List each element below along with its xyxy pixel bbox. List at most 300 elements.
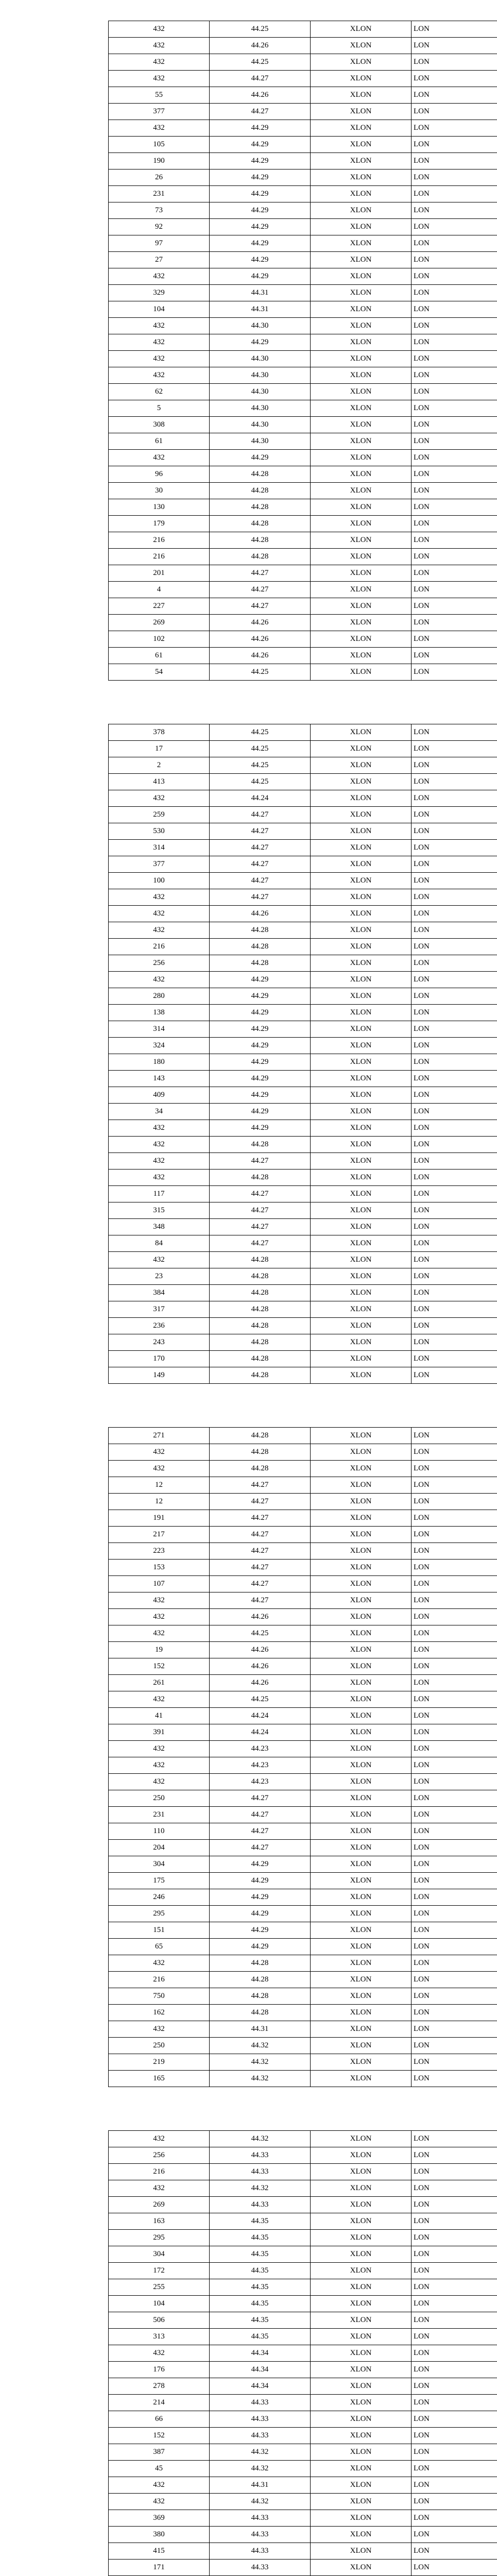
venue-cell: XLON — [311, 1774, 412, 1790]
venue-cell: XLON — [311, 648, 412, 664]
venue-cell: XLON — [311, 1186, 412, 1202]
venue-cell: XLON — [311, 2494, 412, 2510]
table-row — [109, 790, 497, 807]
price-cell: 44.28 — [210, 516, 311, 532]
venue-cell: XLON — [311, 1906, 412, 1922]
price-cell: 44.28 — [210, 955, 311, 972]
trade-table-1 — [108, 21, 497, 681]
currency-cell: LON — [412, 1774, 497, 1790]
price-cell: 44.26 — [210, 1658, 311, 1675]
table-row — [109, 873, 497, 889]
volume-cell: 304 — [109, 1856, 210, 1873]
volume-cell: 84 — [109, 1235, 210, 1252]
volume-cell: 243 — [109, 1334, 210, 1351]
table-row — [109, 2021, 497, 2038]
table-row — [109, 1988, 497, 2005]
venue-cell: XLON — [311, 1334, 412, 1351]
price-cell: 44.26 — [210, 1675, 311, 1691]
venue-cell: XLON — [311, 2263, 412, 2279]
volume-cell: 165 — [109, 2071, 210, 2087]
price-cell: 44.25 — [210, 774, 311, 790]
venue-cell: XLON — [311, 334, 412, 351]
table-row — [109, 2279, 497, 2296]
volume-cell: 227 — [109, 598, 210, 615]
table-row — [109, 170, 497, 186]
currency-cell: LON — [412, 2197, 497, 2213]
table-row — [109, 1560, 497, 1576]
price-cell: 44.32 — [210, 2444, 311, 2461]
table-row — [109, 1543, 497, 1560]
venue-cell: XLON — [311, 433, 412, 450]
venue-cell: XLON — [311, 2071, 412, 2087]
price-cell: 44.32 — [210, 2038, 311, 2054]
table-row — [109, 1658, 497, 1675]
table-row — [109, 433, 497, 450]
price-cell: 44.33 — [210, 2164, 311, 2180]
table-row — [109, 1625, 497, 1642]
price-cell: 44.27 — [210, 71, 311, 87]
price-cell: 44.35 — [210, 2213, 311, 2230]
table-row — [109, 87, 497, 104]
volume-cell: 34 — [109, 1104, 210, 1120]
table-body — [109, 1428, 497, 2087]
table-row — [109, 400, 497, 417]
currency-cell: LON — [412, 285, 497, 301]
table-row — [109, 724, 497, 741]
price-cell: 44.26 — [210, 1642, 311, 1658]
table-row — [109, 1038, 497, 1054]
volume-cell: 432 — [109, 1170, 210, 1186]
price-cell: 44.26 — [210, 38, 311, 54]
currency-cell: LON — [412, 2213, 497, 2230]
price-cell: 44.23 — [210, 1774, 311, 1790]
price-cell: 44.33 — [210, 2411, 311, 2428]
currency-cell: LON — [412, 1807, 497, 1823]
venue-cell: XLON — [311, 170, 412, 186]
price-cell: 44.27 — [210, 823, 311, 840]
venue-cell: XLON — [311, 1318, 412, 1334]
currency-cell: LON — [412, 2038, 497, 2054]
venue-cell: XLON — [311, 1268, 412, 1285]
currency-cell: LON — [412, 301, 497, 318]
price-cell: 44.25 — [210, 757, 311, 774]
currency-cell: LON — [412, 1625, 497, 1642]
table-row — [109, 450, 497, 466]
price-cell: 44.25 — [210, 741, 311, 757]
price-cell: 44.33 — [210, 2510, 311, 2527]
price-cell: 44.23 — [210, 1757, 311, 1774]
volume-cell: 409 — [109, 1087, 210, 1104]
price-cell: 44.29 — [210, 1856, 311, 1873]
price-cell: 44.30 — [210, 318, 311, 334]
venue-cell: XLON — [311, 2164, 412, 2180]
price-cell: 44.31 — [210, 285, 311, 301]
venue-cell: XLON — [311, 318, 412, 334]
volume-cell: 102 — [109, 631, 210, 648]
table-row — [109, 1120, 497, 1137]
currency-cell: LON — [412, 724, 497, 741]
currency-cell: LON — [412, 1005, 497, 1021]
price-cell: 44.28 — [210, 1444, 311, 1461]
currency-cell: LON — [412, 1268, 497, 1285]
table-row — [109, 1054, 497, 1071]
volume-cell: 45 — [109, 2461, 210, 2477]
volume-cell: 315 — [109, 1202, 210, 1219]
volume-cell: 348 — [109, 1219, 210, 1235]
table-row — [109, 1137, 497, 1153]
venue-cell: XLON — [311, 2312, 412, 2329]
currency-cell: LON — [412, 2246, 497, 2263]
table-row — [109, 1922, 497, 1939]
currency-cell: LON — [412, 972, 497, 988]
table-row — [109, 2296, 497, 2312]
currency-cell: LON — [412, 2345, 497, 2362]
currency-cell: LON — [412, 1708, 497, 1724]
currency-cell: LON — [412, 1560, 497, 1576]
venue-cell: XLON — [311, 2213, 412, 2230]
venue-cell: XLON — [311, 367, 412, 384]
table-row — [109, 1005, 497, 1021]
venue-cell: XLON — [311, 2230, 412, 2246]
venue-cell: XLON — [311, 807, 412, 823]
venue-cell: XLON — [311, 1543, 412, 1560]
currency-cell: LON — [412, 1642, 497, 1658]
currency-cell: LON — [412, 450, 497, 466]
volume-cell: 100 — [109, 873, 210, 889]
currency-cell: LON — [412, 367, 497, 384]
price-cell: 44.28 — [210, 1334, 311, 1351]
volume-cell: 432 — [109, 1625, 210, 1642]
table-row — [109, 2246, 497, 2263]
volume-cell: 432 — [109, 906, 210, 922]
volume-cell: 432 — [109, 1252, 210, 1268]
price-cell: 44.30 — [210, 400, 311, 417]
venue-cell: XLON — [311, 285, 412, 301]
currency-cell: LON — [412, 2428, 497, 2444]
price-cell: 44.29 — [210, 1873, 311, 1889]
currency-cell: LON — [412, 2378, 497, 2395]
currency-cell: LON — [412, 137, 497, 153]
currency-cell: LON — [412, 1972, 497, 1988]
price-cell: 44.27 — [210, 582, 311, 598]
price-cell: 44.33 — [210, 2527, 311, 2543]
price-cell: 44.33 — [210, 2197, 311, 2213]
currency-cell: LON — [412, 54, 497, 71]
currency-cell: LON — [412, 532, 497, 549]
venue-cell: XLON — [311, 2510, 412, 2527]
price-cell: 44.28 — [210, 2005, 311, 2021]
table-row — [109, 1494, 497, 1510]
table-row — [109, 2329, 497, 2345]
price-cell: 44.28 — [210, 466, 311, 483]
table-row — [109, 1087, 497, 1104]
venue-cell: XLON — [311, 1510, 412, 1527]
price-cell: 44.29 — [210, 170, 311, 186]
venue-cell: XLON — [311, 2246, 412, 2263]
volume-cell: 415 — [109, 2543, 210, 2560]
currency-cell: LON — [412, 741, 497, 757]
price-cell: 44.28 — [210, 1428, 311, 1444]
volume-cell: 231 — [109, 186, 210, 202]
currency-cell: LON — [412, 774, 497, 790]
currency-cell: LON — [412, 1741, 497, 1757]
volume-cell: 432 — [109, 120, 210, 137]
venue-cell: XLON — [311, 856, 412, 873]
volume-cell: 750 — [109, 1988, 210, 2005]
currency-cell: LON — [412, 417, 497, 433]
currency-cell: LON — [412, 400, 497, 417]
price-cell: 44.27 — [210, 1576, 311, 1592]
currency-cell: LON — [412, 1543, 497, 1560]
table-row — [109, 2411, 497, 2428]
volume-cell: 506 — [109, 2312, 210, 2329]
price-cell: 44.35 — [210, 2312, 311, 2329]
venue-cell: XLON — [311, 1840, 412, 1856]
price-cell: 44.34 — [210, 2345, 311, 2362]
table-row — [109, 840, 497, 856]
volume-cell: 96 — [109, 466, 210, 483]
price-cell: 44.25 — [210, 664, 311, 681]
venue-cell: XLON — [311, 483, 412, 499]
price-cell: 44.29 — [210, 1120, 311, 1137]
price-cell: 44.29 — [210, 1104, 311, 1120]
table-row — [109, 1334, 497, 1351]
venue-cell: XLON — [311, 2444, 412, 2461]
volume-cell: 152 — [109, 2428, 210, 2444]
table-row — [109, 988, 497, 1005]
venue-cell: XLON — [311, 1153, 412, 1170]
venue-cell: XLON — [311, 615, 412, 631]
currency-cell: LON — [412, 1071, 497, 1087]
table-row — [109, 2477, 497, 2494]
table-row — [109, 1906, 497, 1922]
table-row — [109, 939, 497, 955]
price-cell: 44.28 — [210, 1268, 311, 1285]
table-row — [109, 922, 497, 939]
price-cell: 44.31 — [210, 2021, 311, 2038]
volume-cell: 295 — [109, 1906, 210, 1922]
volume-cell: 130 — [109, 499, 210, 516]
table-row — [109, 2312, 497, 2329]
currency-cell: LON — [412, 2021, 497, 2038]
currency-cell: LON — [412, 873, 497, 889]
volume-cell: 432 — [109, 1609, 210, 1625]
currency-cell: LON — [412, 1087, 497, 1104]
volume-cell: 107 — [109, 1576, 210, 1592]
venue-cell: XLON — [311, 1955, 412, 1972]
currency-cell: LON — [412, 21, 497, 38]
table-row — [109, 631, 497, 648]
table-row — [109, 2510, 497, 2527]
table-row — [109, 2395, 497, 2411]
currency-cell: LON — [412, 1494, 497, 1510]
currency-cell: LON — [412, 235, 497, 252]
currency-cell: LON — [412, 1367, 497, 1384]
volume-cell: 30 — [109, 483, 210, 499]
volume-cell: 151 — [109, 1922, 210, 1939]
currency-cell: LON — [412, 2147, 497, 2164]
table-row — [109, 2461, 497, 2477]
volume-cell: 432 — [109, 2477, 210, 2494]
venue-cell: XLON — [311, 2329, 412, 2345]
venue-cell: XLON — [311, 186, 412, 202]
currency-cell: LON — [412, 516, 497, 532]
price-cell: 44.28 — [210, 1367, 311, 1384]
currency-cell: LON — [412, 631, 497, 648]
volume-cell: 180 — [109, 1054, 210, 1071]
price-cell: 44.28 — [210, 1170, 311, 1186]
price-cell: 44.27 — [210, 1494, 311, 1510]
venue-cell: XLON — [311, 38, 412, 54]
price-cell: 44.32 — [210, 2180, 311, 2197]
currency-cell: LON — [412, 2312, 497, 2329]
currency-cell: LON — [412, 2494, 497, 2510]
volume-cell: 117 — [109, 1186, 210, 1202]
price-cell: 44.35 — [210, 2329, 311, 2345]
table-row — [109, 1873, 497, 1889]
currency-cell: LON — [412, 1285, 497, 1301]
currency-cell: LON — [412, 598, 497, 615]
price-cell: 44.27 — [210, 1202, 311, 1219]
currency-cell: LON — [412, 1955, 497, 1972]
venue-cell: XLON — [311, 384, 412, 400]
table-row — [109, 856, 497, 873]
volume-cell: 530 — [109, 823, 210, 840]
volume-cell: 313 — [109, 2329, 210, 2345]
table-row — [109, 1235, 497, 1252]
venue-cell: XLON — [311, 955, 412, 972]
price-cell: 44.32 — [210, 2054, 311, 2071]
volume-cell: 380 — [109, 2527, 210, 2543]
currency-cell: LON — [412, 1823, 497, 1840]
volume-cell: 104 — [109, 301, 210, 318]
venue-cell: XLON — [311, 790, 412, 807]
currency-cell: LON — [412, 2510, 497, 2527]
volume-cell: 216 — [109, 549, 210, 565]
price-cell: 44.29 — [210, 1889, 311, 1906]
price-cell: 44.27 — [210, 598, 311, 615]
currency-cell: LON — [412, 104, 497, 120]
volume-cell: 432 — [109, 1444, 210, 1461]
volume-cell: 432 — [109, 2494, 210, 2510]
price-cell: 44.35 — [210, 2296, 311, 2312]
currency-cell: LON — [412, 1054, 497, 1071]
currency-cell: LON — [412, 840, 497, 856]
venue-cell: XLON — [311, 532, 412, 549]
volume-cell: 413 — [109, 774, 210, 790]
price-cell: 44.29 — [210, 268, 311, 285]
table-row — [109, 499, 497, 516]
venue-cell: XLON — [311, 1252, 412, 1268]
table-row — [109, 1153, 497, 1170]
table-row — [109, 1461, 497, 1477]
price-cell: 44.28 — [210, 939, 311, 955]
price-cell: 44.29 — [210, 988, 311, 1005]
table-row — [109, 2263, 497, 2279]
volume-cell: 432 — [109, 1955, 210, 1972]
currency-cell: LON — [412, 565, 497, 582]
price-cell: 44.28 — [210, 1461, 311, 1477]
venue-cell: XLON — [311, 1005, 412, 1021]
venue-cell: XLON — [311, 565, 412, 582]
volume-cell: 66 — [109, 2411, 210, 2428]
venue-cell: XLON — [311, 120, 412, 137]
price-cell: 44.28 — [210, 499, 311, 516]
venue-cell: XLON — [311, 1235, 412, 1252]
volume-cell: 12 — [109, 1477, 210, 1494]
volume-cell: 384 — [109, 1285, 210, 1301]
currency-cell: LON — [412, 1609, 497, 1625]
currency-cell: LON — [412, 1202, 497, 1219]
venue-cell: XLON — [311, 1087, 412, 1104]
venue-cell: XLON — [311, 2038, 412, 2054]
currency-cell: LON — [412, 38, 497, 54]
price-cell: 44.32 — [210, 2071, 311, 2087]
price-cell: 44.35 — [210, 2246, 311, 2263]
venue-cell: XLON — [311, 417, 412, 433]
table-row — [109, 1170, 497, 1186]
venue-cell: XLON — [311, 1873, 412, 1889]
price-cell: 44.32 — [210, 2461, 311, 2477]
table-row — [109, 1351, 497, 1367]
table-row — [109, 384, 497, 400]
venue-cell: XLON — [311, 2395, 412, 2411]
venue-cell: XLON — [311, 1527, 412, 1543]
table-row — [109, 2444, 497, 2461]
price-cell: 44.27 — [210, 1790, 311, 1807]
volume-cell: 62 — [109, 384, 210, 400]
currency-cell: LON — [412, 219, 497, 235]
venue-cell: XLON — [311, 1477, 412, 1494]
currency-cell: LON — [412, 939, 497, 955]
table-row — [109, 1285, 497, 1301]
currency-cell: LON — [412, 384, 497, 400]
volume-cell: 143 — [109, 1071, 210, 1087]
venue-cell: XLON — [311, 1889, 412, 1906]
price-cell: 44.27 — [210, 840, 311, 856]
venue-cell: XLON — [311, 2527, 412, 2543]
table-body — [109, 724, 497, 1384]
volume-cell: 271 — [109, 1428, 210, 1444]
currency-cell: LON — [412, 1428, 497, 1444]
price-cell: 44.29 — [210, 186, 311, 202]
table-row — [109, 757, 497, 774]
price-cell: 44.27 — [210, 1560, 311, 1576]
table-row — [109, 120, 497, 137]
volume-cell: 4 — [109, 582, 210, 598]
volume-cell: 162 — [109, 2005, 210, 2021]
venue-cell: XLON — [311, 1592, 412, 1609]
table-row — [109, 582, 497, 598]
currency-cell: LON — [412, 1219, 497, 1235]
table-row — [109, 285, 497, 301]
currency-cell: LON — [412, 1444, 497, 1461]
volume-cell: 149 — [109, 1367, 210, 1384]
price-cell: 44.27 — [210, 565, 311, 582]
volume-cell: 432 — [109, 450, 210, 466]
price-cell: 44.27 — [210, 1477, 311, 1494]
venue-cell: XLON — [311, 922, 412, 939]
venue-cell: XLON — [311, 1922, 412, 1939]
venue-cell: XLON — [311, 724, 412, 741]
volume-cell: 269 — [109, 615, 210, 631]
price-cell: 44.30 — [210, 367, 311, 384]
table-row — [109, 466, 497, 483]
table-row — [109, 1741, 497, 1757]
price-cell: 44.35 — [210, 2279, 311, 2296]
venue-cell: XLON — [311, 1609, 412, 1625]
volume-cell: 432 — [109, 351, 210, 367]
